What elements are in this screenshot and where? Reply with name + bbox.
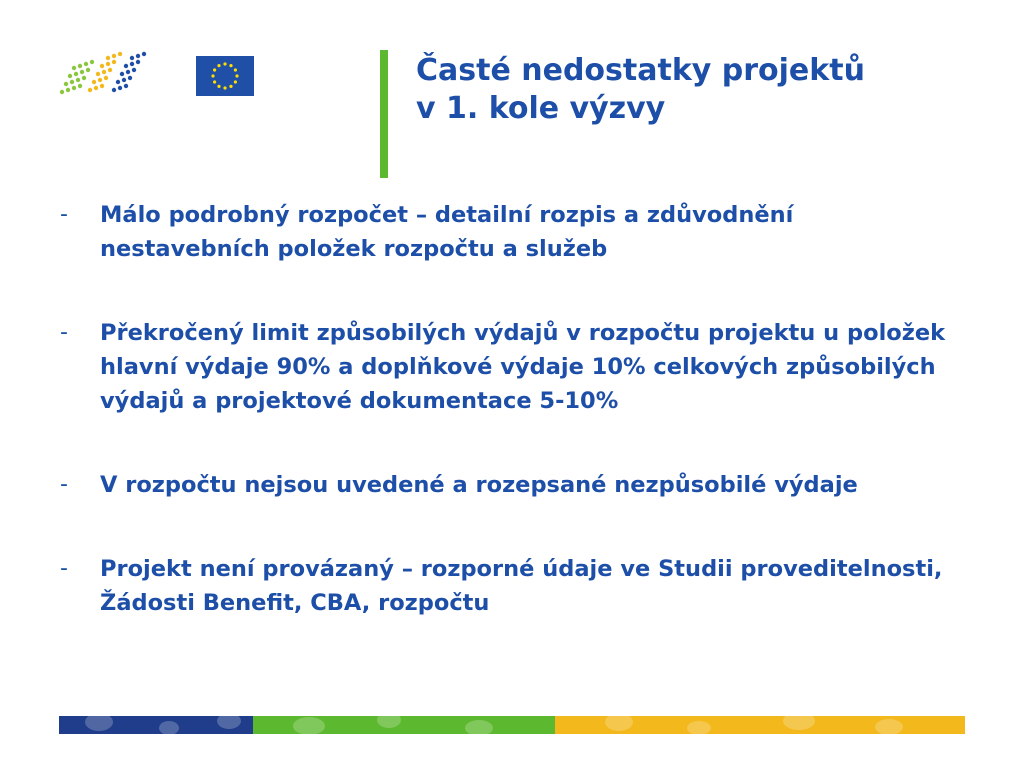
bullet-dash: - <box>60 472 68 497</box>
bullet-item <box>60 552 960 620</box>
bullet-text: Projekt není provázaný – rozporné údaje ve Studii proveditelnosti, Žádosti Benefit, CBA, rozpočtu <box>100 556 943 616</box>
bullet-text: V rozpočtu nejsou uvedené a rozepsané nezpůsobilé výdaje <box>100 472 858 498</box>
bullet-item <box>60 198 960 266</box>
eu-flag-icon <box>196 56 254 96</box>
bullet-list <box>60 198 960 670</box>
bullet-item <box>60 468 960 502</box>
footer-color-bar <box>59 716 965 734</box>
bullet-text: Málo podrobný rozpočet – detailní rozpis a zdůvodnění nestavebních položek rozpočtu a služeb <box>100 202 794 262</box>
bullet-dash: - <box>60 202 68 227</box>
slide-title-line-2: v 1. kole výzvy <box>416 91 666 126</box>
slide-title <box>416 52 996 128</box>
title-divider <box>380 50 388 178</box>
bullet-text: Překročený limit způsobilých výdajů v rozpočtu projektu u položek hlavní výdaje 90% a doplňkové výdaje 10% celkových způsobilých výdajů a projektové dokumentace 5-10% <box>100 320 946 414</box>
logo-dot-grid <box>60 52 146 94</box>
slide-title-line-1: Časté nedostatky projektů <box>416 53 865 88</box>
bullet-dash: - <box>60 320 68 345</box>
program-logo <box>58 48 150 98</box>
bullet-dash: - <box>60 556 68 581</box>
bullet-item <box>60 316 960 418</box>
